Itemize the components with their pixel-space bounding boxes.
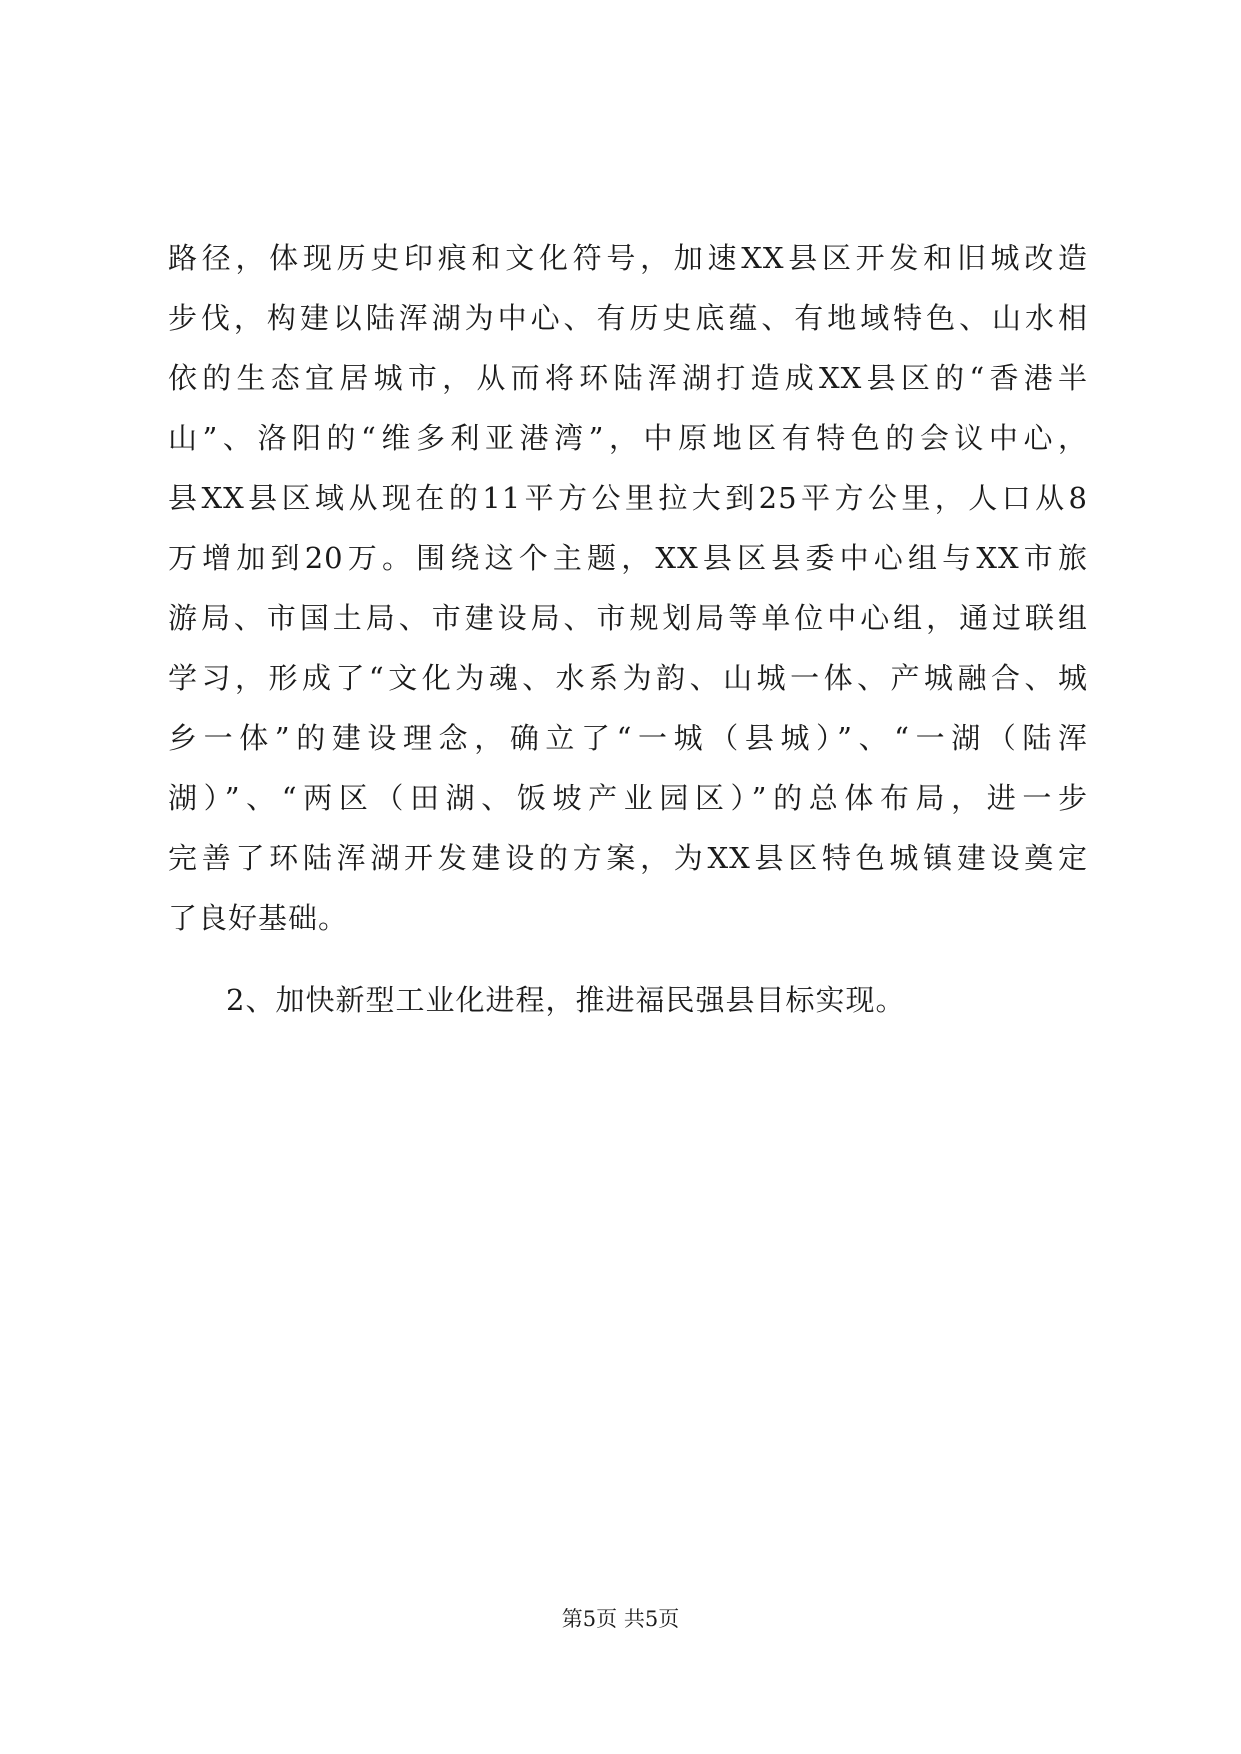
text-line: 依的生态宜居城市，从而将环陆浑湖打造成XX县区的“香港半 <box>168 361 1088 395</box>
text-line: 了良好基础。 <box>168 901 349 935</box>
text-line: 万增加到20万。围绕这个主题，XX县区县委中心组与XX市旅 <box>168 541 1088 575</box>
text-line: 县XX县区域从现在的11平方公里拉大到25平方公里，人口从8 <box>168 481 1088 515</box>
paragraph-1 <box>168 228 1088 948</box>
paragraph-2-heading: 2、加快新型工业化进程，推进福民强县目标实现。 <box>226 983 906 1017</box>
page-footer: 第5页 共5页 <box>561 1607 680 1631</box>
text-line: 完善了环陆浑湖开发建设的方案，为XX县区特色城镇建设奠定 <box>168 841 1088 875</box>
text-line: 学习，形成了“文化为魂、水系为韵、山城一体、产城融合、城 <box>168 661 1088 695</box>
text-line: 乡一体”的建设理念，确立了“一城（县城）”、“一湖（陆浑 <box>168 721 1088 755</box>
text-line: 路径，体现历史印痕和文化符号，加速XX县区开发和旧城改造 <box>168 241 1088 275</box>
text-line: 步伐，构建以陆浑湖为中心、有历史底蕴、有地域特色、山水相 <box>168 301 1088 335</box>
text-line: 游局、市国土局、市建设局、市规划局等单位中心组，通过联组 <box>168 601 1088 635</box>
text-line: 山”、洛阳的“维多利亚港湾”，中原地区有特色的会议中心， <box>168 421 1088 455</box>
text-line: 湖）”、“两区（田湖、饭坡产业园区）”的总体布局，进一步 <box>168 781 1088 815</box>
